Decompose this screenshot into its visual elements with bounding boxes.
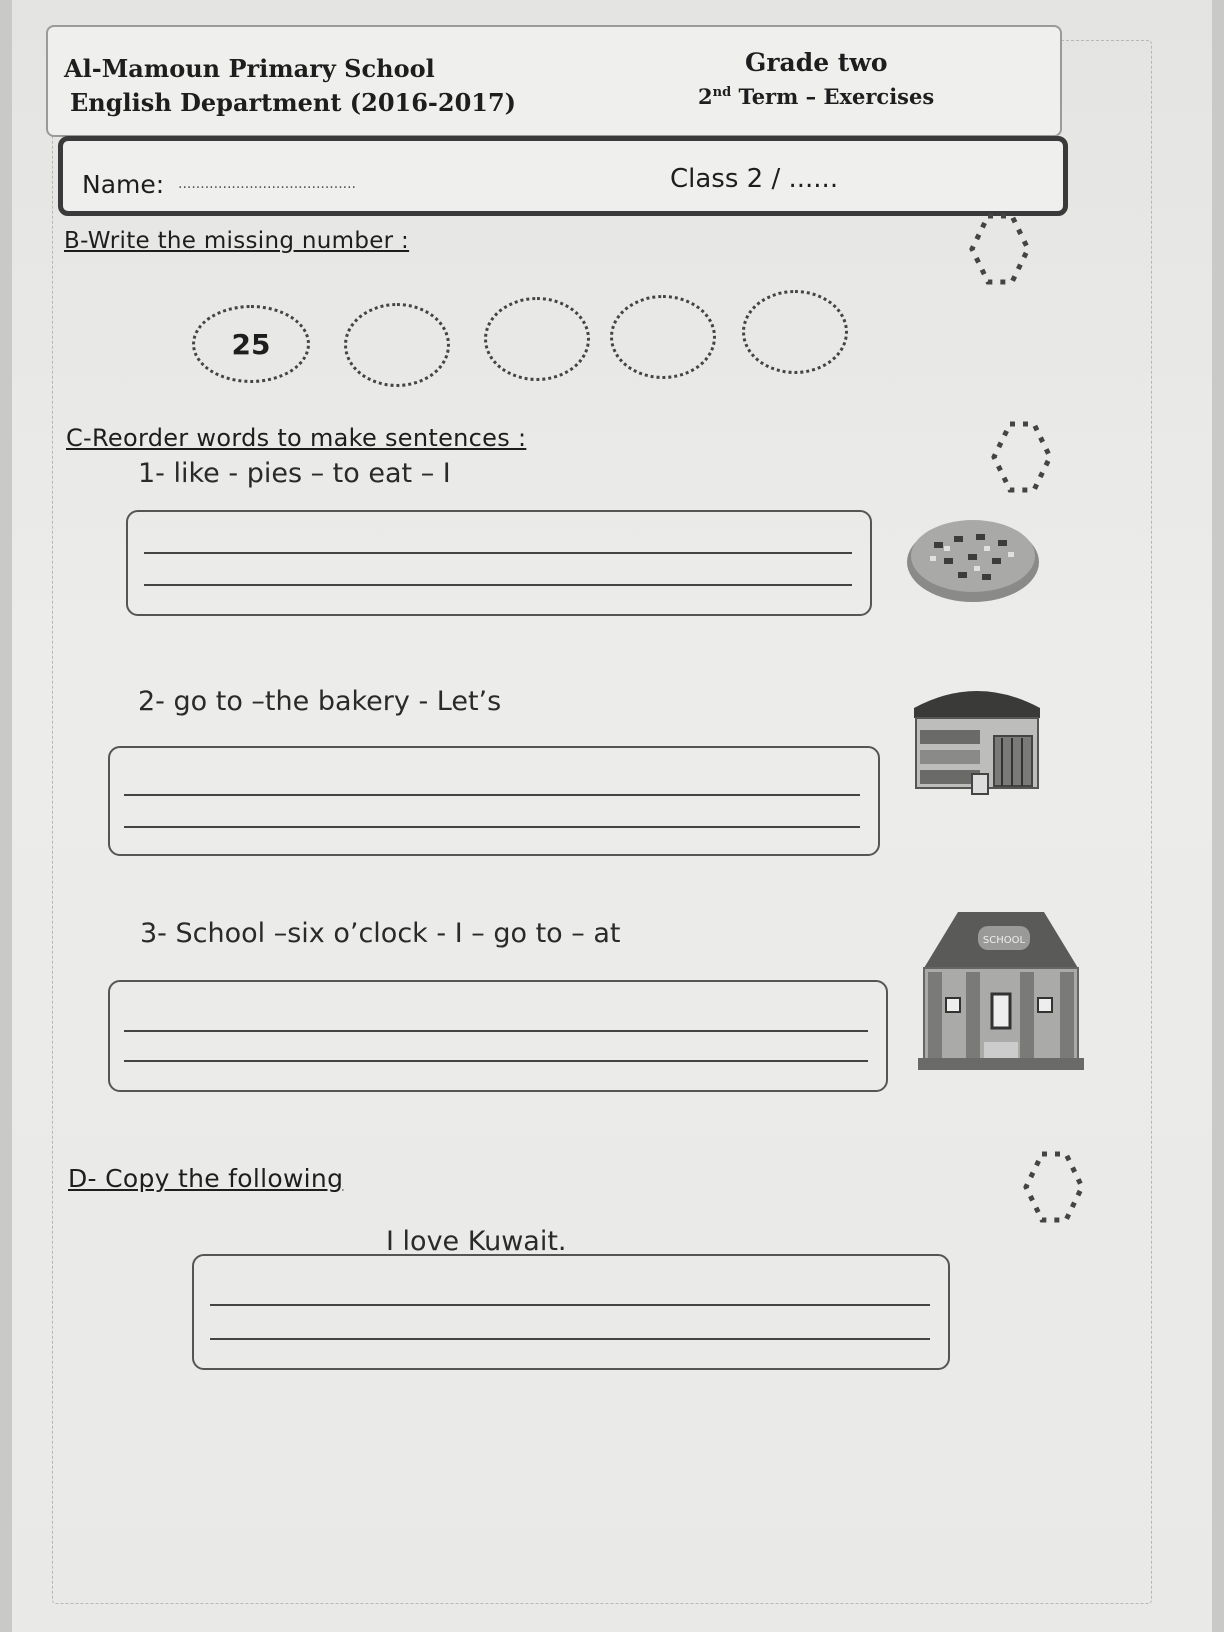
answer-line xyxy=(144,552,852,554)
school-sign-text: SCHOOL xyxy=(982,935,1026,946)
department-year: English Department (2016-2017) xyxy=(70,88,517,117)
reorder-item-2: 2- go to –the bakery - Let’s xyxy=(138,686,502,717)
term-suffix: nd xyxy=(712,85,732,100)
number-value: 25 xyxy=(231,327,271,361)
answer-box-1[interactable] xyxy=(126,510,872,616)
bakery-image xyxy=(910,678,1044,796)
section-b-title: B-Write the missing number : xyxy=(64,228,410,254)
reorder-item-1: 1- like - pies – to eat – I xyxy=(138,458,451,489)
answer-line xyxy=(124,1030,868,1032)
term-label xyxy=(698,84,934,109)
number-circle-2[interactable] xyxy=(344,303,450,387)
number-circle-1 xyxy=(192,305,310,383)
score-hexagon-icon xyxy=(1022,1150,1086,1224)
term-number: 2 xyxy=(698,84,713,109)
number-circle-4[interactable] xyxy=(610,295,716,379)
answer-line xyxy=(124,1060,868,1062)
section-d-title: D- Copy the following xyxy=(68,1164,344,1193)
copy-sentence: I love Kuwait. xyxy=(386,1226,567,1257)
answer-box-3[interactable] xyxy=(108,980,888,1092)
reorder-item-3: 3- School –six o’clock - I – go to – at xyxy=(140,918,621,949)
copy-answer-box[interactable] xyxy=(192,1254,950,1370)
answer-line xyxy=(210,1338,930,1340)
grade-label: Grade two xyxy=(745,48,888,77)
pie-image xyxy=(904,512,1042,604)
name-field[interactable]: ........................................ xyxy=(178,176,357,192)
answer-line xyxy=(124,826,860,828)
class-field[interactable]: Class 2 / ...... xyxy=(670,164,839,194)
name-label: Name: xyxy=(82,170,165,199)
score-hexagon-icon xyxy=(968,212,1032,286)
answer-box-2[interactable] xyxy=(108,746,880,856)
section-c-title: C-Reorder words to make sentences : xyxy=(66,424,527,452)
score-hexagon-icon xyxy=(990,420,1054,494)
term-text: Term – Exercises xyxy=(731,84,935,109)
answer-line xyxy=(210,1304,930,1306)
school-name: Al-Mamoun Primary School xyxy=(64,54,435,83)
number-circle-3[interactable] xyxy=(484,297,590,381)
number-circle-5[interactable] xyxy=(742,290,848,374)
answer-line xyxy=(144,584,852,586)
answer-line xyxy=(124,794,860,796)
school-image xyxy=(918,906,1084,1072)
